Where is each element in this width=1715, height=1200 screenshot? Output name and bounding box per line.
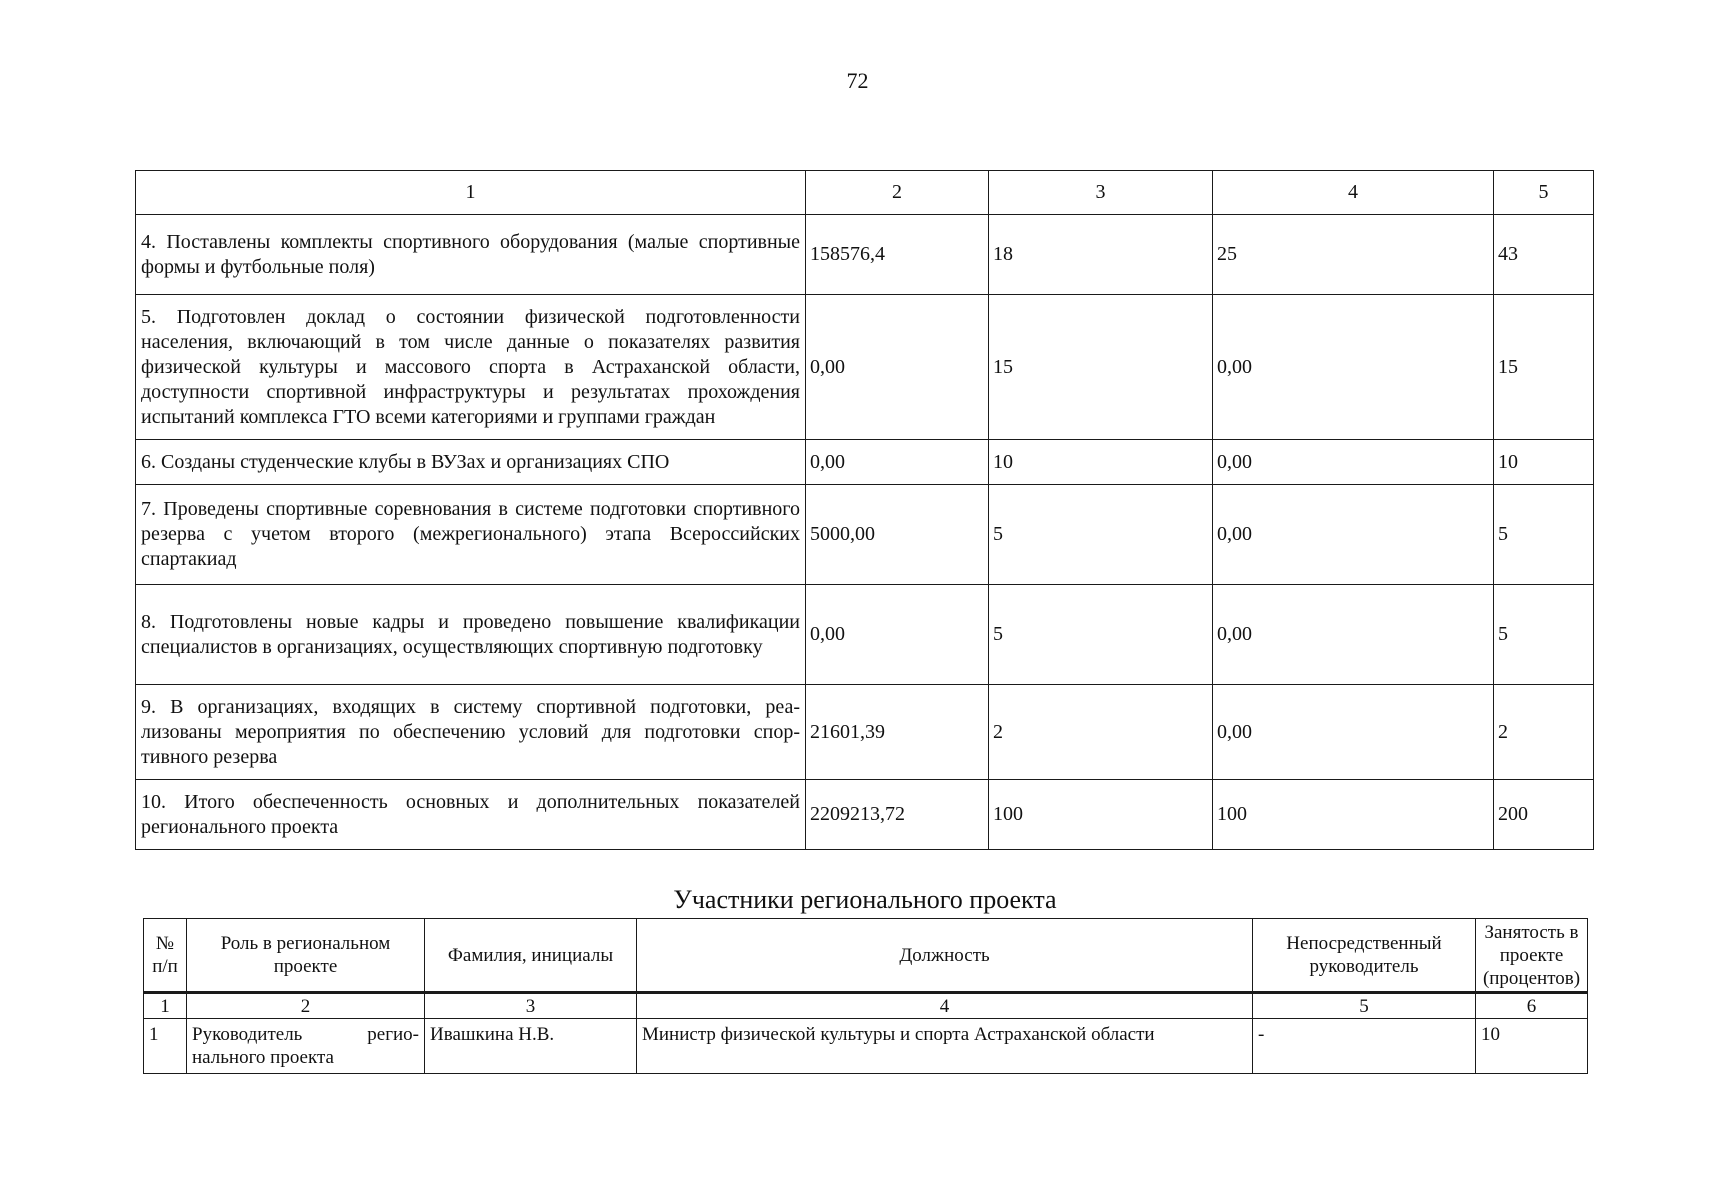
column-header: 4 [1213, 171, 1494, 215]
indicators-header-row [136, 171, 1594, 215]
indicator-value: 2 [989, 685, 1213, 780]
table-row [136, 780, 1594, 850]
column-header: 2 [806, 171, 989, 215]
indicator-value: 21601,39 [806, 685, 989, 780]
table-row [136, 485, 1594, 585]
column-header: Непосредственный руководитель [1253, 919, 1476, 993]
indicators-table [135, 170, 1594, 850]
indicator-value: 200 [1494, 780, 1594, 850]
column-number: 3 [425, 993, 637, 1019]
table-row [136, 685, 1594, 780]
indicator-value: 5 [989, 585, 1213, 685]
indicator-value: 0,00 [1213, 485, 1494, 585]
indicator-value: 5000,00 [806, 485, 989, 585]
indicator-value: 0,00 [806, 585, 989, 685]
indicator-value: 25 [1213, 215, 1494, 295]
column-number: 2 [187, 993, 425, 1019]
indicator-value: 0,00 [1213, 585, 1494, 685]
indicator-value: 2209213,72 [806, 780, 989, 850]
participant-supervisor: - [1253, 1019, 1476, 1074]
participant-position: Министр физической культуры и спорта Астраханской области [637, 1019, 1253, 1074]
indicator-value: 5 [989, 485, 1213, 585]
table-row [144, 1019, 1588, 1074]
column-header: 5 [1494, 171, 1594, 215]
indicator-value: 0,00 [1213, 685, 1494, 780]
column-number: 6 [1476, 993, 1588, 1019]
column-header: Занятость в проекте (процентов) [1476, 919, 1588, 993]
column-header: 3 [989, 171, 1213, 215]
indicator-description: 4. Поставлены комплекты спортивного оборудования (малые спортивные формы и футбольные поля) [136, 215, 806, 295]
table-row [136, 585, 1594, 685]
column-header: 1 [136, 171, 806, 215]
column-number: 5 [1253, 993, 1476, 1019]
indicator-value: 100 [1213, 780, 1494, 850]
indicator-value: 10 [1494, 440, 1594, 485]
participant-employment: 10 [1476, 1019, 1588, 1074]
indicator-description: 10. Итого обеспеченность основных и дополнительных показателей регионального проекта [136, 780, 806, 850]
participant-role: Руководитель регионального проекта [187, 1019, 425, 1074]
indicator-value: 0,00 [806, 295, 989, 440]
indicator-description: 5. Подготовлен доклад о состоянии физической подготовленности населения, включающий в том числе данные о показателях развития физической культуры и массового спорта в Астраханской области, доступности спортивной инфраструктуры и результатах прохождения испытаний комплекса ГТО всеми категориями и группами граждан [136, 295, 806, 440]
column-header: № п/п [144, 919, 187, 993]
indicator-value: 100 [989, 780, 1213, 850]
indicator-description: 8. Подготовлены новые кадры и проведено повышение квалификации специалистов в организациях, осуществляющих спортивную подготовку [136, 585, 806, 685]
column-number: 1 [144, 993, 187, 1019]
indicator-value: 10 [989, 440, 1213, 485]
participants-table [143, 918, 1588, 1074]
table-row [136, 295, 1594, 440]
column-header: Роль в региональном проекте [187, 919, 425, 993]
table-row [136, 440, 1594, 485]
indicator-value: 0,00 [1213, 295, 1494, 440]
indicator-value: 15 [1494, 295, 1594, 440]
table-row [136, 215, 1594, 295]
column-number: 4 [637, 993, 1253, 1019]
section-title: Участники регионального проекта [673, 885, 1057, 914]
indicator-value: 5 [1494, 585, 1594, 685]
indicator-value: 2 [1494, 685, 1594, 780]
column-header: Фамилия, инициалы [425, 919, 637, 993]
participants-header-row [144, 919, 1588, 993]
page-number: 72 [846, 68, 869, 93]
indicator-description: 9. В организациях, входящих в систему спортивной подготовки, реализованы мероприятия по обеспечению условий для подготовки спортивного резерва [136, 685, 806, 780]
indicator-value: 0,00 [806, 440, 989, 485]
column-header: Должность [637, 919, 1253, 993]
participant-number: 1 [144, 1019, 187, 1074]
column-numbering-row [144, 993, 1588, 1019]
participant-name: Ивашкина Н.В. [425, 1019, 637, 1074]
indicator-value: 43 [1494, 215, 1594, 295]
indicator-value: 15 [989, 295, 1213, 440]
indicator-value: 5 [1494, 485, 1594, 585]
indicator-value: 0,00 [1213, 440, 1494, 485]
indicator-value: 158576,4 [806, 215, 989, 295]
indicator-description: 7. Проведены спортивные соревнования в системе подготовки спортивного резерва с учетом второго (межрегионального) этапа Всероссийских спартакиад [136, 485, 806, 585]
indicator-description: 6. Созданы студенческие клубы в ВУЗах и организациях СПО [136, 440, 806, 485]
indicator-value: 18 [989, 215, 1213, 295]
